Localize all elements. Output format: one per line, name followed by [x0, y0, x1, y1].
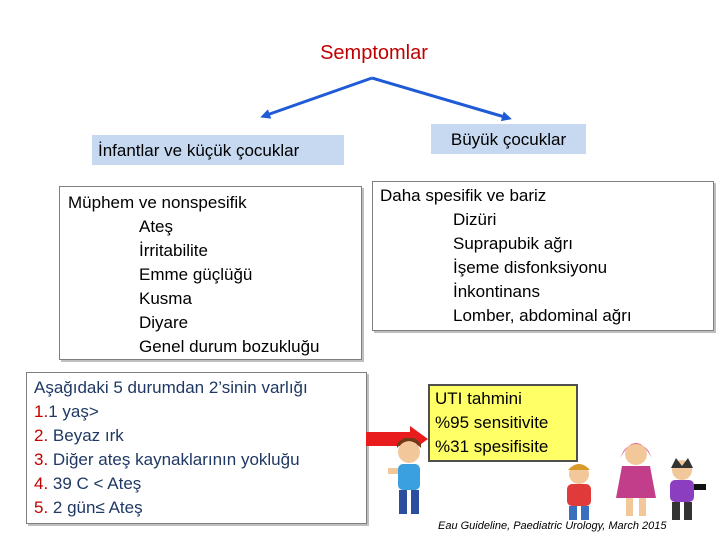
criteria-intro: Aşağıdaki 5 durumdan 2’sinin varlığı: [34, 378, 308, 397]
uti-prediction-box: [428, 384, 578, 462]
item-number: 5.: [34, 498, 49, 517]
item-text: 39 C < Ateş: [48, 474, 142, 493]
right-symptom-box: [372, 181, 714, 331]
list-item: [34, 496, 366, 520]
citation: Eau Guideline, Paediatric Urology, March 2015: [438, 520, 667, 532]
list-item: [34, 472, 366, 496]
child-illustration-icon: [656, 458, 708, 522]
item-number: 3.: [34, 450, 49, 469]
arrow-to-right: [372, 78, 508, 118]
criteria-box: [26, 372, 367, 524]
uti-line: %31 spesifisite: [435, 437, 549, 456]
list-item: İnkontinans: [453, 282, 540, 301]
list-item: [34, 448, 366, 472]
right-intro: Daha spesifik ve bariz: [380, 186, 547, 205]
uti-line: %95 sensitivite: [435, 413, 549, 432]
item-text: 2 gün≤ Ateş: [48, 498, 143, 517]
list-item: [34, 400, 366, 424]
list-item: Genel durum bozukluğu: [139, 337, 320, 356]
item-number: 1.: [34, 402, 49, 421]
child-illustration-icon: [384, 438, 434, 522]
list-item: Kusma: [139, 289, 192, 308]
list-item: Ateş: [139, 217, 174, 236]
left-intro: Müphem ve nonspesifik: [68, 193, 247, 212]
list-item: Suprapubik ağrı: [453, 234, 574, 253]
left-symptom-box: [59, 186, 362, 360]
diagram-title: Semptomlar: [320, 42, 428, 64]
item-number: 2.: [34, 426, 49, 445]
item-text: 1 yaş>: [48, 402, 99, 421]
list-item: Emme güçlüğü: [139, 265, 253, 284]
list-item: Dizüri: [453, 210, 497, 229]
list-item: İrritabilite: [139, 241, 208, 260]
uti-line: UTI tahmini: [435, 389, 522, 408]
list-item: [34, 424, 366, 448]
list-item: İşeme disfonksiyonu: [453, 258, 608, 277]
arrow-to-left: [264, 78, 372, 116]
left-header: İnfantlar ve küçük çocuklar: [92, 135, 344, 165]
item-text: Diğer ateş kaynaklarının yokluğu: [48, 450, 300, 469]
list-item: Diyare: [139, 313, 189, 332]
item-text: Beyaz ırk: [48, 426, 124, 445]
item-number: 4.: [34, 474, 49, 493]
right-header: Büyük çocuklar: [431, 124, 586, 154]
child-illustration-icon: [555, 462, 603, 522]
list-item: Lomber, abdominal ağrı: [453, 306, 632, 325]
